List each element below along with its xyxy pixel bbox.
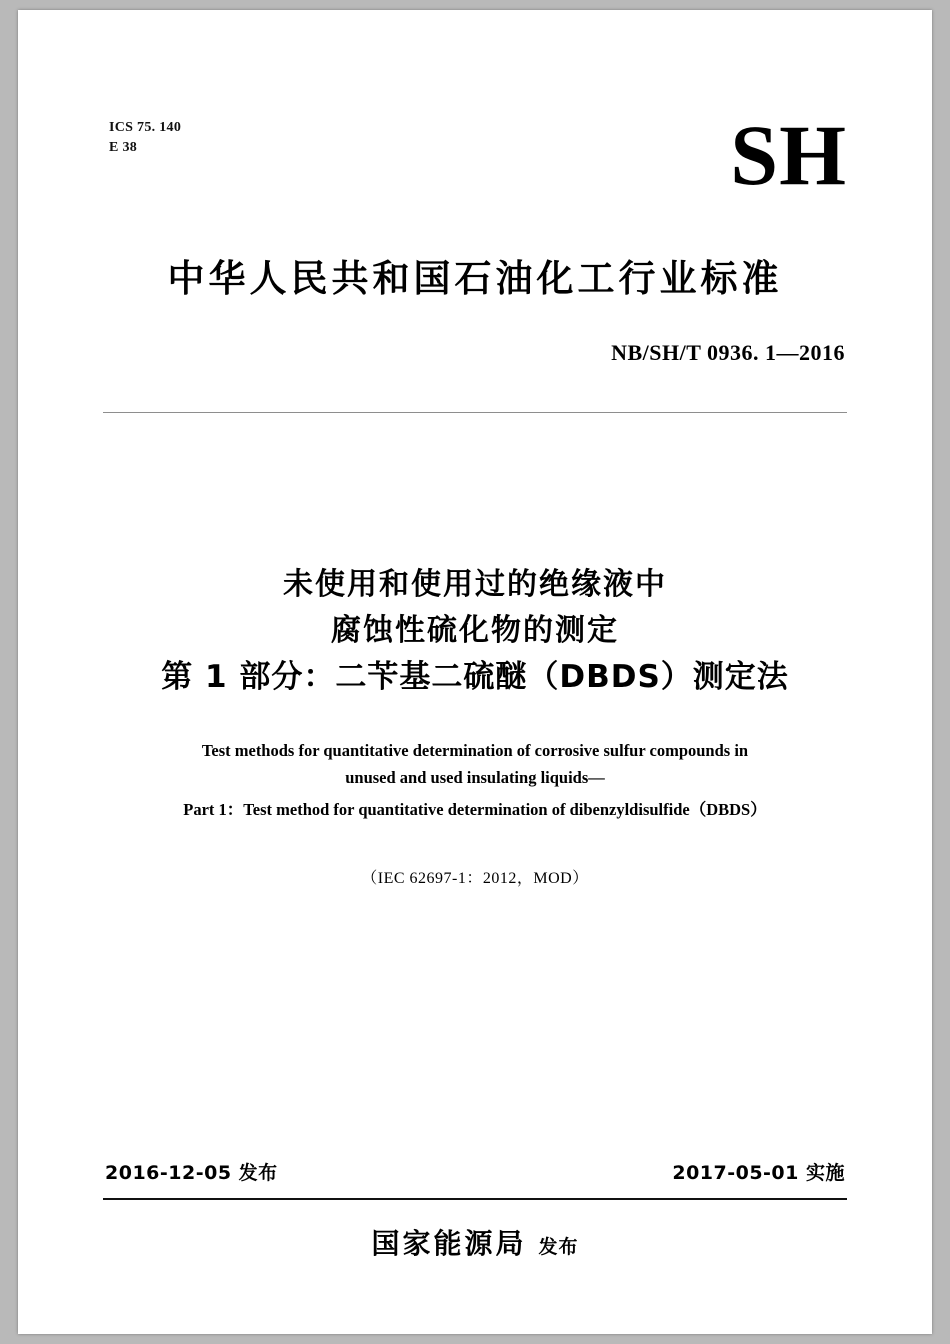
standard-number: NB/SH/T 0936. 1—2016 (611, 340, 845, 365)
sh-logo: SH (730, 107, 847, 203)
footer-divider (103, 1198, 847, 1200)
standard-organization-title: 中华人民共和国石油化工行业标准 (167, 257, 783, 300)
publisher-organization: 国家能源局 (371, 1227, 527, 1260)
title-chinese (93, 562, 857, 702)
publisher-verb: 发布 (538, 1236, 579, 1258)
title-chinese-line-3: 第 1 部分：二苄基二硫醚（DBDS）测定法 (161, 659, 789, 696)
iec-reference: （IEC 62697-1：2012，MOD） (361, 870, 589, 887)
document-page (18, 10, 932, 1334)
footer-dates (105, 1158, 845, 1185)
issue-date: 2016-12-05 发布 (105, 1162, 278, 1184)
publisher-block (93, 1222, 857, 1262)
title-english-line-1: Test methods for quantitative determination of corrosive sulfur compounds in (201, 741, 749, 760)
implementation-date: 2017-05-01 实施 (672, 1162, 845, 1184)
title-english-line-3: Part 1：Test method for quantitative determination of dibenzyldisulfide（DBDS） (183, 800, 767, 820)
title-english-line-2: unused and used insulating liquids— (345, 767, 605, 787)
header-divider (103, 412, 847, 413)
title-english (148, 738, 802, 824)
title-chinese-line-1: 未使用和使用过的绝缘液中 (283, 567, 667, 602)
ics-code: ICS 75. 140 (109, 120, 182, 135)
title-chinese-line-2: 腐蚀性硫化物的测定 (331, 612, 619, 648)
page-content-area (93, 10, 857, 1334)
ics-classification-block (109, 118, 181, 159)
classification-code: E 38 (109, 140, 138, 156)
